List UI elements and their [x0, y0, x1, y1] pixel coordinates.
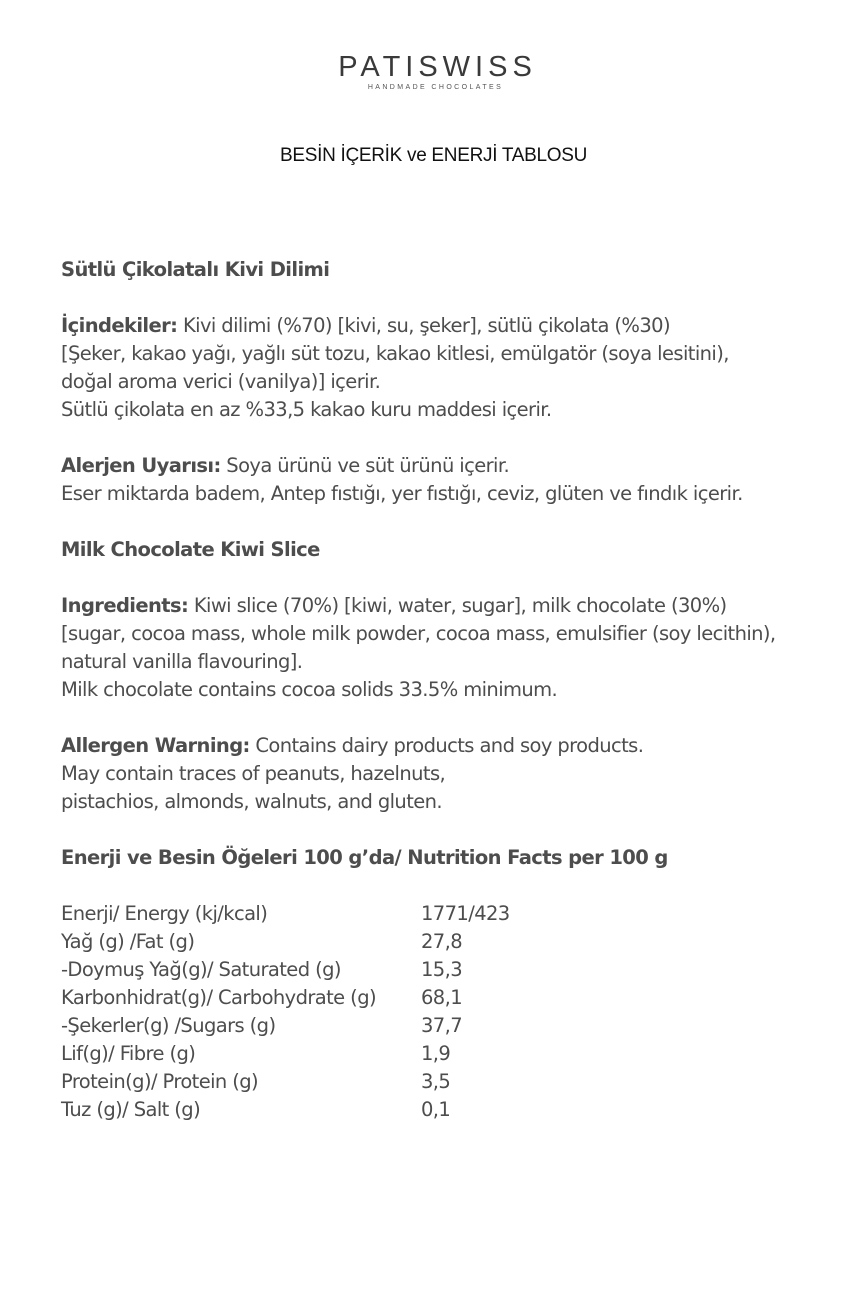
- nutrition-value: 68,1: [421, 986, 463, 1009]
- nutrition-row: [61, 1012, 851, 1040]
- tr-ingredients-line-2: [Şeker, kakao yağı, yağlı süt tozu, kakao kitlesi, emülgatör (soya lesitini),: [61, 342, 729, 365]
- en-ingredients-line-3: natural vanilla flavouring].: [61, 650, 303, 673]
- page-title: BESİN İÇERİK ve ENERJİ TABLOSU: [279, 145, 588, 166]
- en-product-name-text: Milk Chocolate Kiwi Slice: [61, 538, 320, 561]
- nutrition-row: [61, 928, 851, 956]
- brand-tagline: HANDMADE CHOCOLATES: [367, 84, 504, 91]
- en-ingredients-text-1: Kiwi slice (70%) [kiwi, water, sugar], milk chocolate (30%): [188, 594, 727, 617]
- tr-ingredients-line-4: Sütlü çikolata en az %33,5 kakao kuru maddesi içerir.: [61, 398, 552, 421]
- tr-allergen: [61, 452, 851, 508]
- nutrition-value: 0,1: [421, 1098, 451, 1121]
- en-allergen-text-1: Contains dairy products and soy products.: [249, 734, 644, 757]
- en-allergen-line-3: pistachios, almonds, walnuts, and gluten.: [61, 790, 442, 813]
- en-allergen-line-1: [61, 732, 851, 760]
- tr-ingredients-label: İçindekiler:: [61, 314, 178, 337]
- nutrition-value: 27,8: [421, 930, 463, 953]
- nutrition-label: -Doymuş Yağ(g)/ Saturated (g): [61, 958, 341, 981]
- nutrition-row: [61, 984, 851, 1012]
- nutrition-value: 37,7: [421, 1014, 463, 1037]
- en-ingredients-line-2: [sugar, cocoa mass, whole milk powder, cocoa mass, emulsifier (soy lecithin),: [61, 622, 776, 645]
- en-allergen: [61, 732, 851, 816]
- nutrition-row: [61, 1096, 851, 1124]
- nutrition-value: 1771/423: [421, 902, 510, 925]
- nutrition-table: [61, 900, 851, 1124]
- nutrition-label: Enerji/ Energy (kj/kcal): [61, 902, 268, 925]
- en-ingredients-line-4: Milk chocolate contains cocoa solids 33.5% minimum.: [61, 678, 558, 701]
- tr-ingredients: [61, 312, 851, 424]
- en-ingredients-line-1: [61, 592, 851, 620]
- tr-product-name: [61, 256, 851, 284]
- nutrition-label: Protein(g)/ Protein (g): [61, 1070, 259, 1093]
- brand-logo: [0, 50, 867, 91]
- nutrition-value: 3,5: [421, 1070, 451, 1093]
- nutrition-row: [61, 956, 851, 984]
- tr-allergen-line-1: [61, 452, 851, 480]
- nutrition-value: 1,9: [421, 1042, 451, 1065]
- nutrition-label: Karbonhidrat(g)/ Carbohydrate (g): [61, 986, 376, 1009]
- nutrition-row: [61, 900, 851, 928]
- nutrition-label: -Şekerler(g) /Sugars (g): [61, 1014, 276, 1037]
- tr-ingredients-line-3: doğal aroma verici (vanilya)] içerir.: [61, 370, 381, 393]
- en-product-name: [61, 536, 851, 564]
- en-ingredients: [61, 592, 851, 704]
- tr-ingredients-text-1: Kivi dilimi (%70) [kivi, su, şeker], sütlü çikolata (%30): [177, 314, 670, 337]
- tr-allergen-text-1: Soya ürünü ve süt ürünü içerir.: [220, 454, 510, 477]
- nutrition-label: Lif(g)/ Fibre (g): [61, 1042, 196, 1065]
- nutrition-heading: [61, 844, 851, 872]
- tr-ingredients-line-1: [61, 312, 851, 340]
- en-allergen-line-2: May contain traces of peanuts, hazelnuts,: [61, 762, 446, 785]
- nutrition-heading-text: Enerji ve Besin Öğeleri 100 g’da/ Nutrition Facts per 100 g: [61, 846, 668, 869]
- brand-name: PATISWISS: [338, 51, 537, 83]
- tr-allergen-label: Alerjen Uyarısı:: [61, 454, 221, 477]
- nutrition-row: [61, 1068, 851, 1096]
- nutrition-label: Tuz (g)/ Salt (g): [61, 1098, 201, 1121]
- label-content: [61, 256, 851, 1124]
- tr-allergen-line-2: Eser miktarda badem, Antep fıstığı, yer fıstığı, ceviz, glüten ve fındık içerir.: [61, 482, 743, 505]
- nutrition-value: 15,3: [421, 958, 463, 981]
- nutrition-label: Yağ (g) /Fat (g): [61, 930, 195, 953]
- nutrition-row: [61, 1040, 851, 1068]
- en-allergen-label: Allergen Warning:: [61, 734, 250, 757]
- tr-product-name-text: Sütlü Çikolatalı Kivi Dilimi: [61, 258, 330, 281]
- en-ingredients-label: Ingredients:: [61, 594, 189, 617]
